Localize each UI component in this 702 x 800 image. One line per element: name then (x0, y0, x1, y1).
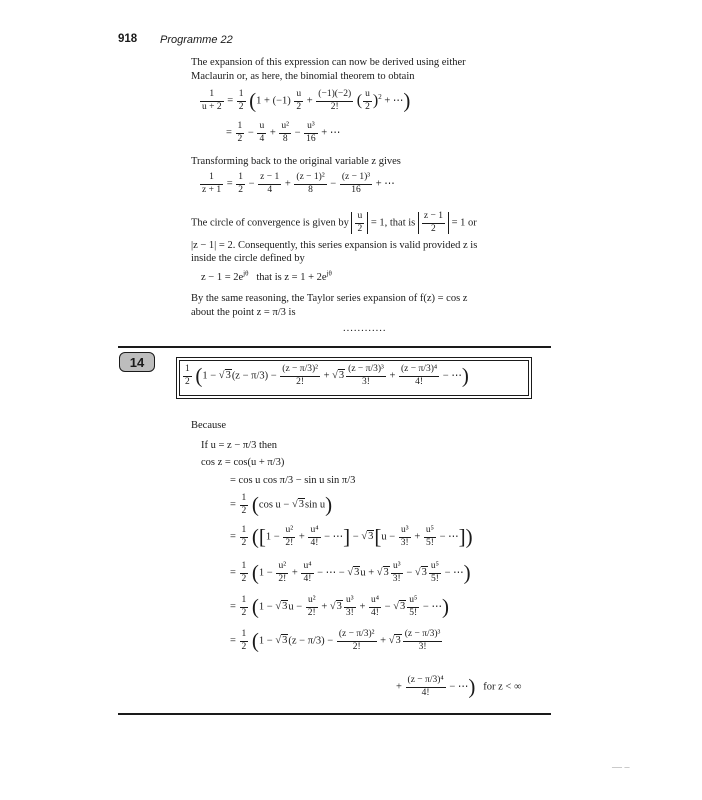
answer-placeholder-dots: ............ (343, 323, 387, 334)
page-number: 918 (118, 33, 138, 45)
convergence-line-3: inside the circle defined by (191, 253, 305, 264)
because-if-line: If u = z − π/3 then (201, 440, 278, 451)
circle-equation: $z - 1 = 2e^{j\theta}$ that is $z = 1 + 2e^{j\theta}$ (201, 269, 332, 283)
because-expand-line: = cos u cos π/3 − sin u sin π/3 (230, 475, 356, 486)
answer-equation: $\frac{1}{2}$ (1 − √3(z − π/3) − $\frac{\text{(z − π/3)²}}{2!}$ + √3 $\frac{\text{(z − π/3)³}}{3!}$ + $\frac{\text{(z − π/3)⁴}}{4!}$ − ⋯) (185, 363, 469, 388)
taylor-line-1: By the same reasoning, the Taylor series expansion of f(z) = cos z (191, 293, 468, 304)
transform-text: Transforming back to the original variable z gives (191, 156, 401, 167)
equation-z-series: $\frac{1}{z + 1}$ = $\frac{1}{2}$ − $\frac{z - 1}{4}$ + $\frac{\text{(z − 1)²}}{8}$ − $\frac{\text{(z − 1)³}}{16}$ + ⋯ (202, 172, 395, 195)
because-line-9: + $\frac{\text{(z − π/3)⁴}}{4!}$ − ⋯) for z < ∞ (396, 674, 522, 699)
because-heading: Because (191, 420, 226, 431)
because-line-5: = $\frac{1}{2}$ ([1 − $\frac{\text{u²}}{2!}$ + $\frac{\text{u⁴}}{4!}$ − ⋯] − √3[u − $\frac{\text{u³}}{3!}$ + $\frac{\text{u⁵}}{5!}$ − ⋯]) (230, 524, 473, 549)
chapter-title: Programme 22 (160, 34, 233, 46)
frame-number-badge: 14 (119, 352, 155, 372)
because-line-4: = $\frac{1}{2}$ (cos u − √3sin u) (230, 492, 333, 517)
because-line-6: = $\frac{1}{2}$ (1 − $\frac{\text{u²}}{2!}$ + $\frac{\text{u⁴}}{4!}$ − ⋯ − √3u + √3 $\frac{\text{u³}}{3!}$ − √3 $\frac{\text{u⁵}}{5!}$ − ⋯) (230, 560, 471, 585)
taylor-line-2: about the point z = π/3 is (191, 307, 296, 318)
frame-divider-bottom (118, 713, 551, 715)
scan-mark: — – (612, 762, 630, 773)
equation-binomial: $\frac{1}{u + 2}$ = $\frac{1}{2}$ (1 + (−1) $\frac{u}{2}$ + $\frac{(-1)(-2)}{2!}$ ( $\frac{u}{2}$ )$^2$ + ⋯) (202, 88, 411, 113)
equation-binomial-result: = $\frac{1}{2}$ − $\frac{u}{4}$ + $\frac{\text{u²}}{8}$ − $\frac{\text{u³}}{16}$ + ⋯ (226, 121, 341, 144)
because-line-8: = $\frac{1}{2}$ (1 − √3(z − π/3) − $\frac{\text{(z − π/3)²}}{2!}$ + √3 $\frac{\text{(z − π/3)³}}{3!}$ (230, 628, 441, 653)
intro-line-1: The expansion of this expression can now be derived using either (191, 57, 466, 68)
frame-divider-top (118, 346, 551, 348)
intro-line-2: Maclaurin or, as here, the binomial theorem to obtain (191, 71, 415, 82)
because-cos-line: cos z = cos(u + π/3) (201, 457, 285, 468)
convergence-line-1: The circle of convergence is given by $\frac{u}{2}$ = 1, that is $\frac{z - 1}{2}$ = 1 or (191, 211, 477, 234)
convergence-line-2: |z − 1| = 2. Consequently, this series expansion is valid provided z is (191, 240, 478, 251)
because-line-7: = $\frac{1}{2}$ (1 − √3u − $\frac{\text{u²}}{2!}$ + √3 $\frac{\text{u³}}{3!}$ + $\frac{\text{u⁴}}{4!}$ − √3 $\frac{\text{u⁵}}{5!}$ − ⋯) (230, 594, 449, 619)
